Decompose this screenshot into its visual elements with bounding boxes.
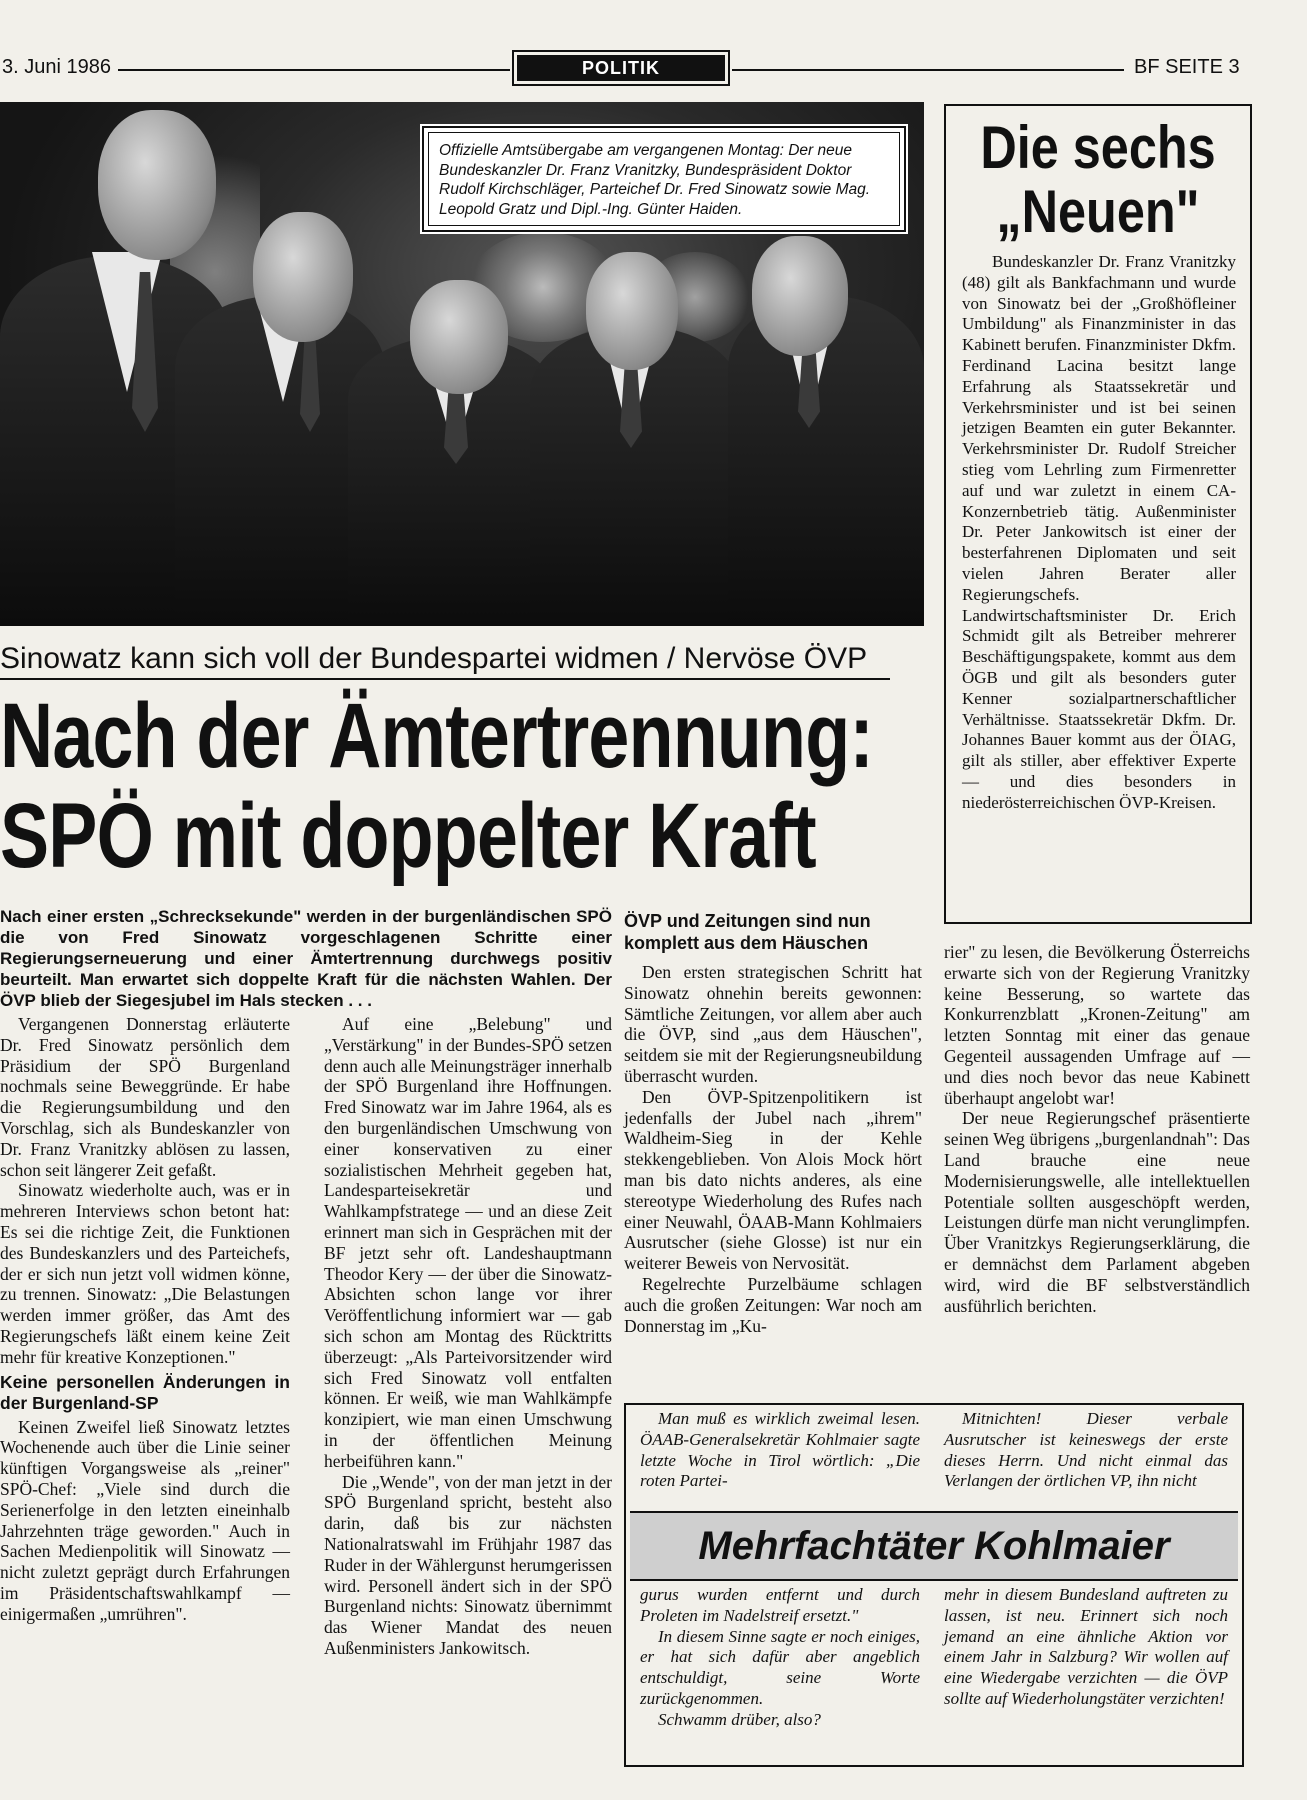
section-label: POLITIK bbox=[517, 55, 725, 81]
paragraph: mehr in diesem Bundesland auftreten zu lassen, ist neu. Erinnert sich noch jemand an eine ähnliche Aktion vor einem Jahr in Salzburg? Wir wollen auf eine Wiedergabe verzichten — die ÖVP sollte auf Wiederholungstäter verzichten! bbox=[944, 1585, 1228, 1708]
commentary-box bbox=[624, 1403, 1244, 1767]
headline-line-1: Nach der Ämtertrennung: bbox=[0, 685, 874, 787]
paragraph: rier" zu lesen, die Bevölkerung Österreichs erwarte sich von der Regierung Vranitzky keine Besserung, so wartete das Konkurrenzblatt „Kronen-Zeitung" am letzten Sonntag mit einer das genaue Gegenteil aussagenden Umfrage auf — und dies noch bevor das neue Kabinett überhaupt angelobt war! bbox=[944, 942, 1250, 1108]
paragraph: Schwamm drüber, also? bbox=[658, 1709, 821, 1729]
commentary-top-left bbox=[640, 1409, 920, 1492]
paragraph: Die „Wende", von der man jetzt in der SPÖ Burgenland spricht, besteht also darin, daß bis zur nächsten Nationalratswahl im Frühjahr 1987 das Ruder in der Wählergunst herumgerissen wird. Personell ändert sich in der SPÖ Burgenland nichts: Sinowatz übernimmt das Wiener Mandat des neuen Außenministers Jankowitsch. bbox=[324, 1471, 612, 1658]
paragraph: Den ÖVP-Spitzenpolitikern ist jedenfalls der Jubel nach „ihrem" Waldheim-Sieg in der Kehle stekkengeblieben. Von Alois Mock hört man bis dato nichts anderes, als eine stereotype Wiederholung des Rufes nach einer Neuwahl, ÖAAB-Mann Kohlmaiers Ausrutscher (siehe Glosse) ist nur ein weiterer Beweis von Nervosität. bbox=[624, 1086, 922, 1274]
header-rule-right bbox=[732, 69, 1124, 71]
commentary-bottom-right bbox=[944, 1585, 1228, 1710]
sidebar-box bbox=[944, 104, 1252, 924]
sidebar-text bbox=[962, 252, 1236, 814]
page-number: BF SEITE 3 bbox=[1134, 56, 1240, 78]
paragraph: Der neue Regierungschef präsentierte seinen Weg übrigens „burgenlandnah": Das Land brauche eine neue Modernisierungswelle, alle intellektuellen Potentiale sollten ausgeschöpft werden, Leistungen dürfe man nicht verunglimpfen. Über Vranitzkys Regierungserklärung, die er demnächst dem Parlament abgeben wird, wird die BF selbstverständlich ausführlich berichten. bbox=[944, 1108, 1250, 1316]
paragraph: In diesem Sinne sagte er noch einiges, er hat sich dafür aber angeblich entschuldigt, seine Worte zurückgenommen. bbox=[640, 1626, 920, 1708]
paragraph: Den ersten strategischen Schritt hat Sinowatz ohnehin bereits gewonnen: Sämtliche Zeitungen, vor allem aber auch die ÖVP, sind „aus dem Häuschen", seitdem sie mit der Regierungsneubildung überrascht wurden. bbox=[624, 962, 922, 1086]
paragraph: Man muß es wirklich zweimal lesen. ÖAAB-Generalsekretär Kohlmaier sagte letzte Woche in Tirol wörtlich: „Die roten Partei- bbox=[640, 1409, 920, 1491]
subheading-personnel: Keine personellen Änderungen in der Burgenland-SP bbox=[0, 1371, 290, 1413]
kicker-rule bbox=[0, 678, 890, 680]
paragraph: Bundeskanzler Dr. Franz Vranitzky (48) gilt als Bankfachmann und wurde von Sinowatz bei der „Großhöfleiner Umbildung" als Finanzminister in das Kabinett berufen. Finanzminister Dkfm. Ferdinand Lacina besitzt lange Erfahrung als Staatssekretär und Verkehrsminister und ist bei seinen jetzigen Beamten ein guter Bekannter. Verkehrsminister Dr. Rudolf Streicher stieg vom Lehrling zum Firmenretter auf und war zuletzt in einem CA-Konzernbetrieb tätig. Außenminister Dr. Peter Jankowitsch ist einer der besterfahrenen Diplomaten und seit vielen Jahren Berater aller Regierungschefs. Landwirtschaftsminister Dr. Erich Schmidt gilt als Betreiber mehrerer Beschäftigungspakete, kommt aus dem ÖGB und gilt als besonders guter Kenner sozialpartnerschaftlicher Verhältnisse. Staatssekretär Dkfm. Dr. Johannes Bauer kommt aus der ÖIAG, gilt als stiller, aber effektiver Experte — und dies besonders in niederösterreichischen ÖVP-Kreisen. bbox=[962, 252, 1236, 812]
paragraph: Sinowatz wiederholte auch, was er in mehreren Interviews schon betont hat: Es sei die richtige Zeit, die Funktionen des Bundeskanzlers und des Parteichefs, der er sich nun jetzt voll widmen könne, zu trennen. Sinowatz: „Die Belastungen werden immer größer, das Amt des Regierungschefs läßt einem keine Zeit mehr für kreative Konzeptionen." bbox=[0, 1180, 290, 1367]
article-column-3 bbox=[624, 962, 922, 1336]
commentary-top-right bbox=[944, 1409, 1228, 1492]
sidebar-title bbox=[970, 116, 1225, 244]
paragraph: gurus wurden entfernt und durch Proleten im Nadelstreif ersetzt." bbox=[640, 1585, 920, 1625]
paragraph: Regelrechte Purzelbäume schlagen auch die großen Zeitungen: War noch am Donnerstag im „Ku- bbox=[624, 1273, 922, 1336]
article-lead: Nach einer ersten „Schrecksekunde" werden in der burgenländischen SPÖ die von Fred Sinowatz vorgeschlagenen Schritte einer Regierungserneuerung und einer Ämtertrennung durchwegs positiv beurteilt. Man erwartet sich doppelte Kraft für die nächsten Wahlen. Der ÖVP blieb der Siegesjubel im Hals stecken . . . bbox=[0, 907, 612, 1010]
photo-caption: Offizielle Amtsübergabe am vergangenen Montag: Der neue Bundeskanzler Dr. Franz Vranitzky, Bundespräsident Doktor Rudolf Kirchschläger, Parteichef Dr. Fred Sinowatz sowie Mag. Leopold Gratz und Dipl.-Ing. Günter Haiden. bbox=[428, 132, 900, 226]
paragraph: Mitnichten! Dieser verbale Ausrutscher ist keineswegs der erste dieses Herrn. Und nicht einmal das Verlangen der örtlichen VP, ihn nicht bbox=[944, 1409, 1228, 1491]
photo-caption-box bbox=[422, 126, 906, 232]
paragraph: Auf eine „Belebung" und „Verstärkung" in der Bundes-SPÖ setzen denn auch alle Meinungsträger innerhalb der SPÖ Burgenland ihre Hoffnungen. Fred Sinowatz war im Jahre 1964, als es den burgenländischen Umschwung von einer konservativen zu einer sozialistischen Mehrheit gegeben hat, Landesparteisekretär und Wahlkampfstratege — und an diese Zeit erinnert man sich in Gesprächen mit der BF jetzt sehr oft. Landeshauptmann Theodor Kery — der über die Sinowatz-Absichten schon lange vor ihrer Veröffentlichung informiert war — gab sich schon am Montag des Rücktritts überzeugt: „Als Parteivorsitzender wird sich Fred Sinowatz voll entfalten können. Er weiß, wie man Wahlkämpfe konzipiert, wie man einen Umschwung in der öffentlichen Meinung herbeiführen kann." bbox=[324, 1014, 612, 1471]
subheading-oevp: ÖVP und Zeitungen sind nun komplett aus dem Häuschen bbox=[624, 911, 871, 953]
sidebar-title-line-1: Die sechs bbox=[980, 114, 1216, 181]
header-rule-left bbox=[118, 69, 510, 71]
section-label-box bbox=[512, 50, 730, 86]
commentary-bottom-left bbox=[640, 1585, 920, 1731]
paragraph: Keinen Zweifel ließ Sinowatz letztes Wochenende auch über die Linie seiner künftigen Vorgangsweise als „reiner" SPÖ-Chef: „Viele sind durch die Serienerfolge in den letzten eineinhalb Jahrzehnten träge geworden." Auch in Sachen Medienpolitik will Sinowatz — nicht zuletzt geprägt durch Erfahrungen im Präsidentschaftswahlkampf — einigermaßen „umrühren". bbox=[0, 1416, 290, 1624]
issue-date: 3. Juni 1986 bbox=[2, 56, 111, 78]
headline-line-2: SPÖ mit doppelter Kraft bbox=[0, 785, 816, 887]
commentary-title: Mehrfachtäter Kohlmaier bbox=[630, 1511, 1238, 1581]
sidebar-title-line-2: „Neuen" bbox=[996, 178, 1200, 245]
article-column-4 bbox=[944, 942, 1250, 1316]
article-column-1 bbox=[0, 1014, 290, 1625]
article-kicker: Sinowatz kann sich voll der Bundespartei widmen / Nervöse ÖVP bbox=[0, 642, 868, 675]
article-column-2 bbox=[324, 1014, 612, 1659]
paragraph: Vergangenen Donnerstag erläuterte Dr. Fred Sinowatz persönlich dem Präsidium der SPÖ Burgenland nochmals seine Beweggründe. Er habe die Regierungsumbildung und den Vorschlag, sich als Bundeskanzler von Dr. Franz Vranitzky ablösen zu lassen, schon seit längerer Zeit gefaßt. bbox=[0, 1014, 290, 1180]
news-photo bbox=[0, 102, 924, 626]
